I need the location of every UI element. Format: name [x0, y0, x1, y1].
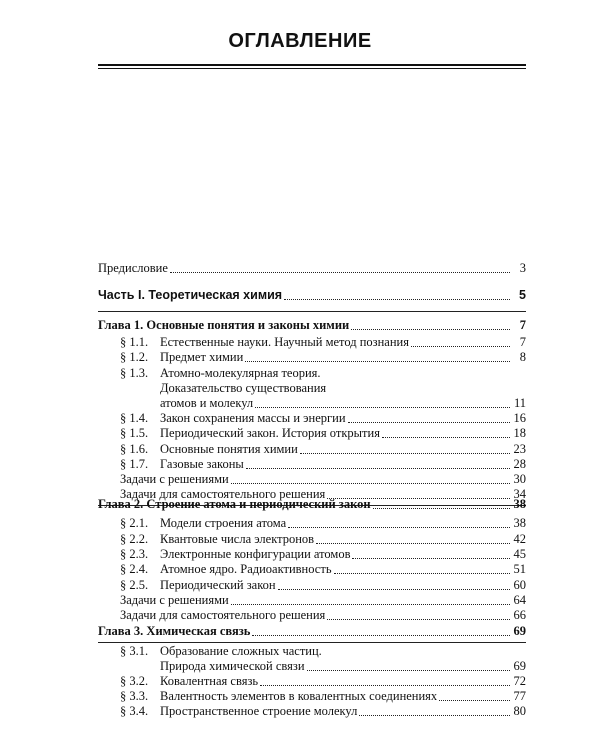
leader-dots	[373, 508, 510, 509]
toc-page: 64	[513, 593, 526, 607]
toc-section-1-3-line1: § 1.3. Атомно-молекулярная теория.	[120, 366, 321, 380]
toc-page: 60	[513, 578, 526, 592]
toc-page: 69	[513, 659, 526, 673]
section-number: § 3.4.	[120, 704, 149, 718]
toc-section-3-2[interactable]	[120, 674, 526, 689]
leader-dots	[260, 685, 510, 686]
toc-section-1-5[interactable]	[120, 426, 526, 441]
toc-title: Периодический закон. История открытия	[160, 426, 380, 440]
toc-page: 72	[513, 674, 526, 688]
section-number: § 3.3.	[120, 689, 149, 703]
toc-title: Модели строения атома	[160, 516, 287, 530]
toc-title: Естественные науки. Научный метод познания	[160, 335, 409, 349]
toc-page: 5	[519, 288, 526, 302]
leader-dots	[359, 715, 510, 716]
toc-page: 28	[513, 457, 526, 471]
toc-section-1-7[interactable]	[120, 457, 526, 472]
toc-section-2-3[interactable]	[120, 547, 526, 562]
toc-section-3-1-line1: § 3.1. Образование сложных частиц.	[120, 644, 322, 658]
section-number: § 1.4.	[120, 411, 149, 425]
section-number: § 2.5.	[120, 578, 149, 592]
toc-page: 38	[513, 497, 526, 511]
toc-title: Ковалентная связь	[160, 674, 259, 688]
title-rule	[98, 64, 526, 69]
section-number: § 2.3.	[120, 547, 149, 561]
toc-page: 80	[513, 704, 526, 718]
toc-page: 34	[513, 487, 526, 501]
toc-page: 23	[513, 442, 526, 456]
toc-page: 30	[513, 472, 526, 486]
toc-chapter1[interactable]	[98, 318, 526, 333]
leader-dots	[255, 407, 510, 408]
toc-page: 16	[513, 411, 526, 425]
toc-page: 69	[513, 624, 526, 638]
toc-chapter3[interactable]	[98, 624, 526, 639]
leader-dots	[170, 272, 510, 273]
toc-section-1-1[interactable]	[120, 335, 526, 350]
leader-dots	[284, 299, 510, 300]
section-number: § 1.2.	[120, 350, 149, 364]
toc-page: 3	[519, 261, 526, 275]
toc-title: Предисловие	[98, 261, 168, 275]
separator-line	[98, 311, 526, 312]
toc-title: Природа химической связи	[160, 659, 305, 673]
toc-tasks-1a[interactable]	[120, 472, 526, 487]
toc-title: Валентность элементов в ковалентных соединениях	[160, 689, 438, 703]
leader-dots	[348, 422, 510, 423]
toc-title: Глава 3. Химическая связь	[98, 624, 251, 638]
toc-page: 45	[513, 547, 526, 561]
toc-title: Основные понятия химии	[160, 442, 298, 456]
toc-part1[interactable]	[98, 288, 526, 303]
toc-title: Атомное ядро. Радиоактивность	[160, 562, 332, 576]
toc-title: Глава 1. Основные понятия и законы химии	[98, 318, 350, 332]
section-number: § 1.3.	[120, 366, 149, 380]
page-title: ОГЛАВЛЕНИЕ	[228, 30, 372, 52]
toc-page: 8	[519, 350, 526, 364]
toc-section-3-4[interactable]	[120, 704, 526, 719]
leader-dots	[278, 589, 510, 590]
leader-dots	[231, 604, 510, 605]
section-number: § 3.2.	[120, 674, 149, 688]
leader-dots	[231, 483, 510, 484]
toc-title: Электронные конфигурации атомов	[160, 547, 351, 561]
separator-line	[98, 642, 526, 643]
toc-title: Задачи для самостоятельного решения	[120, 608, 326, 622]
toc-section-3-3[interactable]	[120, 689, 526, 704]
toc-section-2-1[interactable]	[120, 516, 526, 531]
toc-title: Глава 2. Строение атома и периодический закон	[98, 497, 371, 511]
toc-title: Периодический закон	[160, 578, 276, 592]
section-number: § 1.5.	[120, 426, 149, 440]
leader-dots	[300, 453, 510, 454]
toc-title: Квантовые числа электронов	[160, 532, 315, 546]
leader-dots	[327, 619, 510, 620]
toc-title: Предмет химии	[160, 350, 244, 364]
toc-page: 11	[513, 396, 526, 410]
toc-page: 42	[513, 532, 526, 546]
leader-dots	[252, 635, 510, 636]
toc-page: 7	[519, 335, 526, 349]
leader-dots	[316, 543, 510, 544]
toc-page: 18	[513, 426, 526, 440]
leader-dots	[307, 670, 510, 671]
leader-dots	[245, 361, 510, 362]
section-number: § 2.4.	[120, 562, 149, 576]
toc-title: Часть I. Теоретическая химия	[98, 288, 283, 302]
toc-page: 66	[513, 608, 526, 622]
section-number: § 3.1.	[120, 644, 149, 658]
toc-title: Задачи для самостоятельного решения	[120, 487, 326, 501]
toc-section-1-3-line2: Доказательство существования	[160, 381, 327, 395]
toc-preface[interactable]	[98, 261, 526, 276]
leader-dots	[382, 437, 510, 438]
toc-page: 77	[513, 689, 526, 703]
toc-chapter2[interactable]	[98, 497, 526, 512]
section-number: § 2.1.	[120, 516, 149, 530]
leader-dots	[411, 346, 510, 347]
leader-dots	[288, 527, 510, 528]
leader-dots	[439, 700, 510, 701]
toc-section-2-4[interactable]	[120, 562, 526, 577]
toc-tasks-2a[interactable]	[120, 593, 526, 608]
section-number: § 1.6.	[120, 442, 149, 456]
toc-title: Задачи с решениями	[120, 593, 229, 607]
section-number: § 1.7.	[120, 457, 149, 471]
section-number: § 1.1.	[120, 335, 149, 349]
toc-page: 51	[513, 562, 526, 576]
toc-page: 7	[519, 318, 526, 332]
toc-title: Газовые законы	[160, 457, 244, 471]
leader-dots	[246, 468, 510, 469]
toc-section-1-6[interactable]	[120, 442, 526, 457]
toc-section-2-2[interactable]	[120, 532, 526, 547]
toc-section-1-4[interactable]	[120, 411, 526, 426]
toc-title: Пространственное строение молекул	[160, 704, 358, 718]
toc-section-3-1[interactable]	[160, 659, 526, 674]
toc-title: атомов и молекул	[160, 396, 254, 410]
toc-section-2-5[interactable]	[120, 578, 526, 593]
toc-tasks-2b[interactable]	[120, 608, 526, 623]
leader-dots	[351, 329, 510, 330]
toc-section-1-2[interactable]	[120, 350, 526, 365]
toc-title: Закон сохранения массы и энергии	[160, 411, 346, 425]
toc-title: Задачи с решениями	[120, 472, 229, 486]
toc-section-1-3[interactable]	[160, 396, 526, 411]
leader-dots	[352, 558, 510, 559]
section-number: § 2.2.	[120, 532, 149, 546]
toc-page: 38	[513, 516, 526, 530]
leader-dots	[334, 573, 510, 574]
